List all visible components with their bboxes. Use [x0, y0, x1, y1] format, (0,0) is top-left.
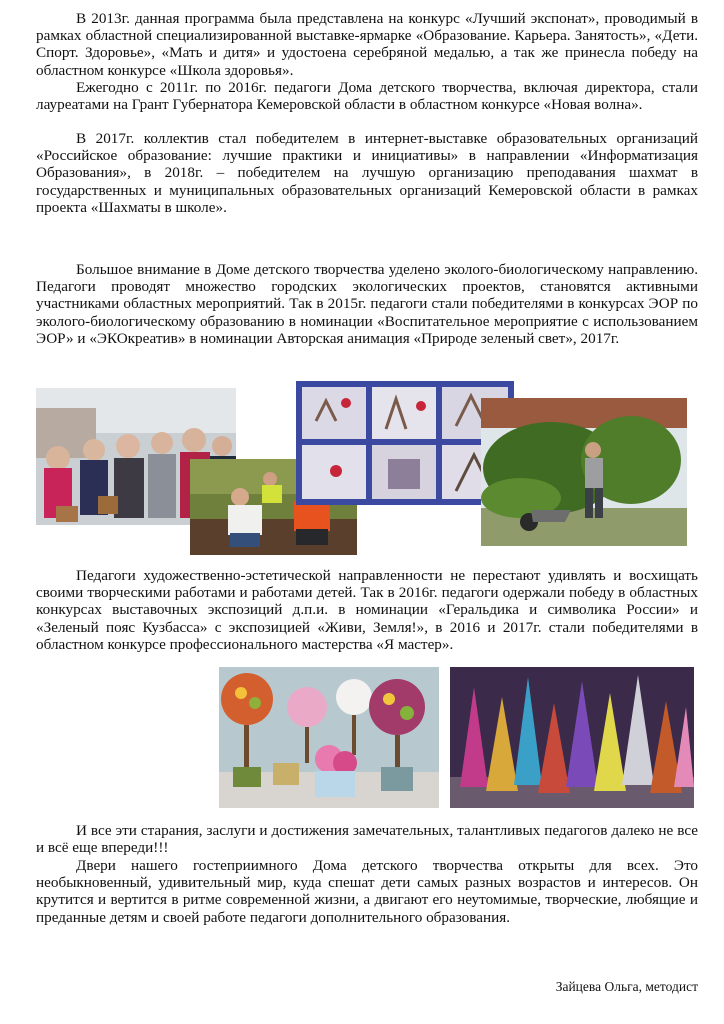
author-signature: Зайцева Ольга, методист	[555, 979, 698, 994]
paragraph-open-doors: Двери нашего гостеприимного Дома детского творчества открыты для всех. Это необыкновенный, удивительный мир, куда спешат дети самых разных возрастов и интересов. Он крутится и вертится в ритме современной жизни, а двигают его неутомимые, творческие, любящие и преданные детям и своей работе педагоги дополнительного образования.	[36, 857, 698, 926]
paragraph-grant-new-wave: Ежегодно с 2011г. по 2016г. педагоги Дома детского творчества, включая директора, стали лауреатами на Грант Губернатора Кемеровской области в областном конкурсе «Новая волна».	[36, 79, 698, 114]
photo-garden-wheelbarrow	[481, 398, 687, 546]
paragraph-winners-2017: В 2017г. коллектив стал победителем в интернет-выставке образовательных организаций «Российское образование: лучшие практики и инициативы» в направлении «Информатизация Образования», в 2018г. – победителем на лучшую организацию преподавания шахмат в государственных и муниципальных образовательных организаций Кемеровской области в рамках проекта «Шахматы в школе».	[36, 130, 698, 216]
photo-topiary-trees	[219, 667, 439, 808]
paragraph-achievements: И все эти старания, заслуги и достижения замечательных, талантливых педагогов далеко не все и всё еще впереди!!!	[36, 822, 698, 857]
paragraph-ecology: Большое внимание в Доме детского творчества уделено эколого-биологическому направлению. Педагоги проводят множество городских экологических проектов, становятся активными участниками областных мероприятий. Так в 2015г. педагоги стали победителями в конкурсах ЭОР по эколого-биологическому образованию в номинации «Воспитательное мероприятие с использованием ЭОР» и «ЭКОкреатив» в номинации Авторская анимация «Природе зеленый свет», 2017г.	[36, 261, 698, 347]
paragraph-exhibition-2013: В 2013г. данная программа была представлена на конкурс «Лучший экспонат», проводимый в рамках областной специализированной выставке-ярмарке «Образование. Карьера. Занятость», «Дети. Спорт. Здоровье», «Мать и дитя» и удостоена серебряной медалью, а так же принесла победу на областном конкурсе «Школа здоровья».	[36, 10, 698, 79]
paragraph-arts: Педагоги художественно-эстетической направленности не перестают удивлять и восхищать своими творческими работами и работами детей. Так в 2016г. педагоги одержали победу в областных конкурсах выставочных экспозиций д.п.и. в номинации «Геральдика и символика России» и «Зеленый пояс Кузбасса» с экспозицией «Живи, Земля!», в 2016 и 2017г. стали победителями в областном конкурсе профессионального мастерства «Я мастер».	[36, 567, 698, 653]
photo-cone-crafts	[450, 667, 694, 808]
